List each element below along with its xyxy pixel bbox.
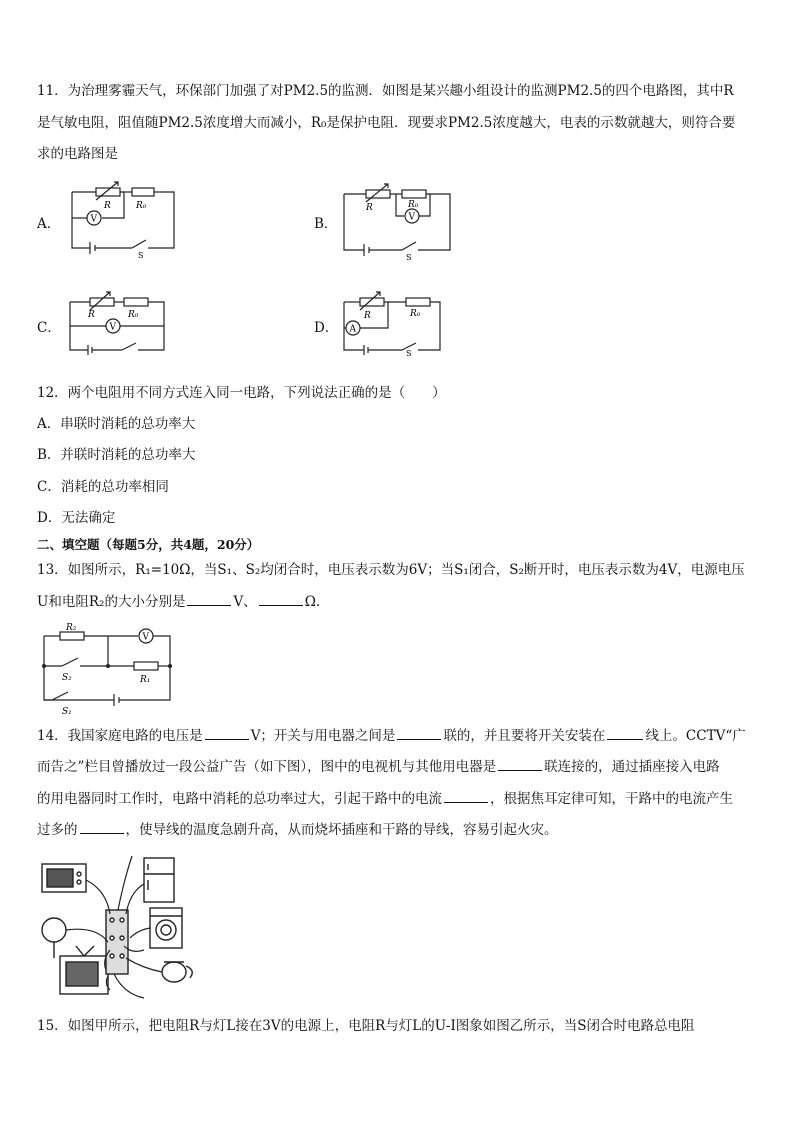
q11-circuit-c [66, 290, 174, 356]
blank-wire[interactable] [607, 725, 643, 740]
q11-line1: 11．为治理雾霾天气，环保部门加强了对PM2.5的监测．如图是某兴趣小组设计的监测PM2.5的四个电路图，其中R [37, 83, 734, 99]
q12-option-a: A．串联时消耗的总功率大 [37, 416, 196, 432]
q14-line3-a: 的用电器同时工作时，电路中消耗的总功率过大，引起干路中的电流 [37, 791, 442, 807]
q14-line4-b: ，使导线的温度急剧升高，从而烧坏插座和干路的导线，容易引起火灾。 [125, 822, 558, 838]
label-s1: S₁ [62, 707, 72, 716]
q11-option-c-label: C． [37, 320, 61, 336]
label-r: R [88, 310, 95, 320]
q12-option-b: B．并联时消耗的总功率大 [37, 447, 196, 463]
q13-line2-b: V、 [233, 594, 257, 610]
q11-option-a-label: A． [37, 216, 61, 232]
label-r: R [364, 311, 371, 321]
blank-voltage[interactable] [205, 725, 249, 740]
q11-option-d-label: D． [314, 320, 339, 336]
q14-line1-d: 线上。CCTV“广 [645, 728, 746, 744]
q11-circuit-d [340, 288, 446, 356]
q15-line1: 15．如图甲所示，把电阻R与灯L接在3V的电源上，电阻R与灯L的U-I图象如图乙所示，当S闭合时电路总电阻 [37, 1018, 695, 1034]
q11-option-b-label: B． [314, 216, 338, 232]
blank-current[interactable] [444, 788, 488, 803]
switch-s: S [138, 251, 144, 258]
meter-v: V [109, 322, 116, 333]
label-r2: R₂ [66, 623, 77, 633]
q13-circuit [38, 620, 178, 716]
q11-line2: 是气敏电阻，阻值随PM2.5浓度增大而减小，R₀是保护电阻．现要求PM2.5浓度越大，电表的示数就越大，则符合要 [37, 115, 736, 131]
meter-v: V [142, 632, 149, 643]
meter-v: V [408, 212, 415, 223]
q14-line2-b: 联连接的，通过插座接入电路 [544, 759, 720, 775]
q14-line1-c: 联的，并且要将开关安装在 [443, 728, 606, 744]
meter-v: V [90, 214, 97, 225]
q12-stem: 12．两个电阻用不同方式连入同一电路，下列说法正确的是（ ） [37, 385, 446, 401]
q13-line2-c: Ω. [304, 594, 321, 610]
label-r0: R₀ [136, 201, 147, 211]
q13-line2-a: U和电阻R₂的大小分别是 [37, 594, 186, 610]
blank-voltage[interactable] [187, 591, 231, 606]
blank-connection[interactable] [397, 725, 441, 740]
q14-line2-a: 而告之”栏目曾播放过一段公益广告（如下图），图中的电视机与其他用电器是 [37, 759, 497, 775]
label-s2: S₂ [62, 673, 72, 683]
q13-line2 [37, 587, 759, 618]
label-r: R [366, 203, 373, 213]
label-r0: R₀ [410, 309, 421, 319]
q13-line1: 13．如图所示，R₁=10Ω，当S₁、S₂均闭合时，电压表示数为6V；当S₁闭合，S₂断开时，电压表示数为4V，电源电压 [37, 562, 745, 578]
q11-circuit-a [66, 178, 180, 258]
q14-line1 [37, 721, 759, 752]
q14-line4 [37, 815, 759, 846]
meter-a: A [349, 324, 356, 335]
blank-heat[interactable] [80, 819, 124, 834]
label-r0: R₀ [128, 310, 139, 320]
q14-line2 [37, 752, 759, 783]
q14-line3 [37, 784, 759, 815]
q11-circuit-b [338, 180, 458, 260]
label-r: R [104, 201, 111, 211]
switch-s: S [406, 253, 412, 260]
q12-option-c: C．消耗的总功率相同 [37, 479, 169, 495]
blank-resistance[interactable] [259, 591, 303, 606]
q12-option-d: D．无法确定 [37, 510, 116, 526]
q14-line1-b: V；开关与用电器之间是 [250, 728, 396, 744]
q14-line1-a: 14．我国家庭电路的电压是 [37, 728, 203, 744]
overloaded-socket-illustration [38, 850, 208, 1005]
q11-line3: 求的电路图是 [37, 146, 118, 162]
label-r0: R₀ [408, 200, 419, 210]
q14-line3-b: ，根据焦耳定律可知，干路中的电流产生 [490, 791, 733, 807]
q14-line4-a: 过多的 [37, 822, 78, 838]
label-r1: R₁ [140, 675, 151, 685]
blank-connection-2[interactable] [498, 756, 542, 771]
section-heading: 二、填空题（每题5分，共4题，20分） [37, 537, 260, 552]
switch-s: S [406, 349, 412, 356]
